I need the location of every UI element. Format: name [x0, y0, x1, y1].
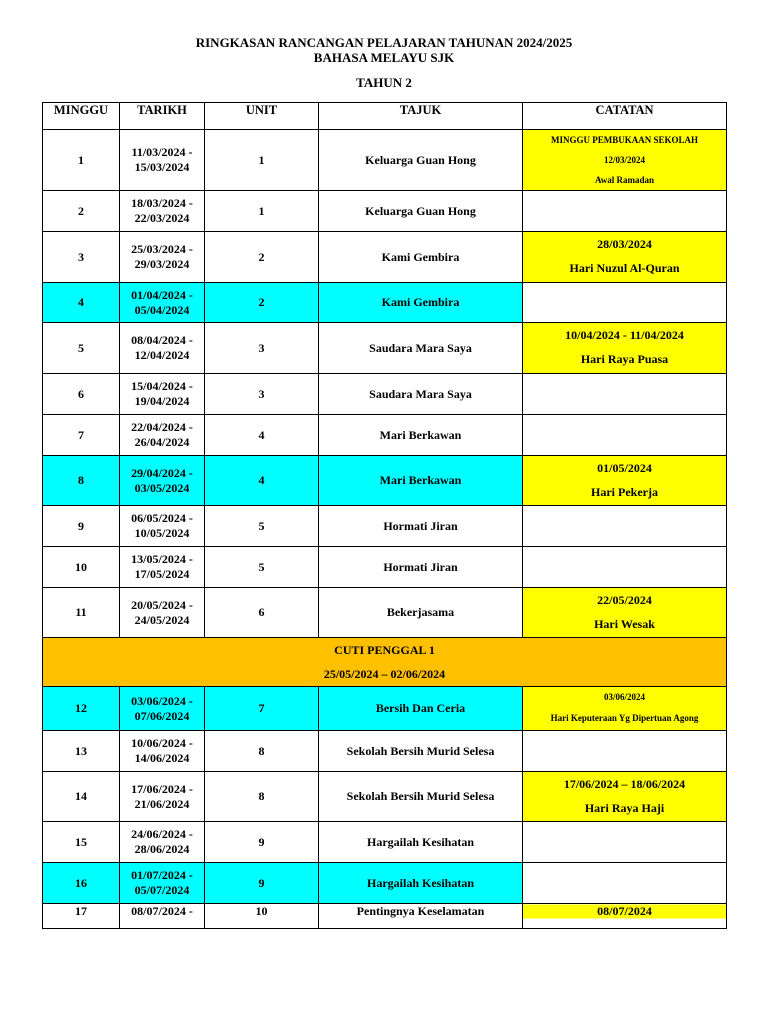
cell-tajuk: Sekolah Bersih Murid Selesa [319, 772, 523, 822]
cell-tajuk: Keluarga Guan Hong [319, 191, 523, 232]
cell-minggu: 8 [43, 456, 120, 506]
cell-catatan: 08/07/2024 [523, 904, 727, 929]
table-row [43, 456, 727, 506]
cell-catatan [523, 283, 727, 323]
cell-minggu: 15 [43, 822, 120, 863]
table-row [43, 191, 727, 232]
cell-catatan [523, 687, 727, 731]
table-row [43, 547, 727, 588]
catatan-line: 01/05/2024 [597, 461, 652, 475]
cell-tajuk: Kami Gembira [319, 232, 523, 283]
cell-unit: 10 [205, 904, 319, 929]
catatan-line: Hari Nuzul Al-Quran [569, 261, 680, 275]
header-unit: UNIT [205, 103, 319, 130]
cell-minggu: 3 [43, 232, 120, 283]
table-row [43, 687, 727, 731]
catatan-line: Hari Wesak [594, 617, 655, 631]
cell-minggu: 11 [43, 588, 120, 638]
tarikh-end: 05/07/2024 [134, 883, 190, 897]
table-row [43, 130, 727, 191]
holiday-cell [43, 638, 727, 687]
cell-catatan [523, 772, 727, 822]
table-row [43, 506, 727, 547]
cell-unit: 9 [205, 822, 319, 863]
tarikh-end: 17/05/2024 [134, 567, 190, 581]
table-row [43, 232, 727, 283]
cell-tarikh [120, 731, 205, 772]
cell-tajuk: Hormati Jiran [319, 506, 523, 547]
cell-catatan [523, 822, 727, 863]
cell-tarikh [120, 232, 205, 283]
table-header-row [43, 103, 727, 130]
catatan-line: Hari Keputeraan Yg Dipertuan Agong [550, 713, 699, 723]
cell-unit: 8 [205, 772, 319, 822]
table-row [43, 283, 727, 323]
table-row [43, 374, 727, 415]
cell-tarikh [120, 506, 205, 547]
cell-minggu: 1 [43, 130, 120, 191]
cell-tajuk: Kami Gembira [319, 283, 523, 323]
document-title: RINGKASAN RANCANGAN PELAJARAN TAHUNAN 2024/2025 [195, 35, 573, 50]
cell-unit: 6 [205, 588, 319, 638]
catatan-line: Hari Raya Haji [584, 801, 665, 815]
table-row [43, 731, 727, 772]
cell-unit: 8 [205, 731, 319, 772]
catatan-line: 17/06/2024 – 18/06/2024 [563, 777, 686, 791]
cell-tajuk: Sekolah Bersih Murid Selesa [319, 731, 523, 772]
tarikh-end: 07/06/2024 [134, 708, 190, 723]
cell-minggu: 14 [43, 772, 120, 822]
cell-tajuk: Bersih Dan Ceria [319, 687, 523, 731]
cell-catatan [523, 191, 727, 232]
cell-minggu: 9 [43, 506, 120, 547]
cell-catatan [523, 130, 727, 191]
tarikh-end: 26/04/2024 [134, 435, 190, 449]
cell-unit: 5 [205, 547, 319, 588]
cell-minggu: 13 [43, 731, 120, 772]
cell-catatan [523, 731, 727, 772]
cell-tarikh [120, 283, 205, 323]
cell-tarikh [120, 323, 205, 374]
catatan-line: 22/05/2024 [597, 593, 652, 607]
tarikh-end: 22/03/2024 [134, 211, 190, 225]
table-row [43, 323, 727, 374]
catatan-line: Hari Pekerja [591, 485, 658, 499]
tarikh-start: 13/05/2024 - [131, 552, 193, 566]
tarikh-start: 10/06/2024 - [131, 736, 193, 750]
cell-tajuk: Bekerjasama [319, 588, 523, 638]
document-subtitle: BAHASA MELAYU SJK [313, 50, 455, 65]
tarikh-start: 25/03/2024 - [131, 242, 193, 256]
tarikh-start: 20/05/2024 - [131, 597, 193, 612]
header-tajuk: TAJUK [319, 103, 523, 130]
catatan-line: MINGGU PEMBUKAAN SEKOLAH [550, 135, 698, 145]
cell-catatan [523, 232, 727, 283]
cell-catatan [523, 323, 727, 374]
table-row [43, 415, 727, 456]
tarikh-end: 10/05/2024 [134, 526, 190, 540]
cell-tarikh [120, 191, 205, 232]
tarikh-end: 03/05/2024 [134, 480, 190, 495]
cell-minggu: 16 [43, 863, 120, 904]
cell-catatan [523, 588, 727, 638]
header-tarikh: TARIKH [120, 103, 205, 130]
tarikh-start: 17/06/2024 - [131, 781, 193, 796]
tarikh-end: 12/04/2024 [134, 348, 190, 362]
holiday-row [43, 638, 727, 687]
cell-minggu: 7 [43, 415, 120, 456]
cell-minggu: 17 [43, 904, 120, 929]
catatan-line: 10/04/2024 - 11/04/2024 [565, 328, 684, 342]
tarikh-start: 18/03/2024 - [131, 196, 193, 210]
tarikh-start: 08/04/2024 - [131, 333, 193, 347]
tarikh-end: 24/05/2024 [134, 612, 190, 627]
cell-catatan [523, 506, 727, 547]
table-row [43, 588, 727, 638]
cell-unit: 3 [205, 323, 319, 374]
cell-unit: 1 [205, 191, 319, 232]
cell-tarikh [120, 863, 205, 904]
cell-unit: 5 [205, 506, 319, 547]
table-row [43, 904, 727, 929]
tarikh-end: 29/03/2024 [134, 257, 190, 271]
cell-minggu: 4 [43, 283, 120, 323]
cell-unit: 4 [205, 415, 319, 456]
cell-tajuk: Saudara Mara Saya [319, 323, 523, 374]
holiday-title: CUTI PENGGAL 1 [334, 643, 435, 657]
cell-tajuk: Keluarga Guan Hong [319, 130, 523, 191]
tarikh-start: 22/04/2024 - [131, 420, 193, 434]
cell-tarikh [120, 130, 205, 191]
tarikh-start: 11/03/2024 - [131, 145, 193, 159]
cell-tarikh [120, 687, 205, 731]
tarikh-start: 15/04/2024 - [131, 379, 193, 393]
catatan-line: 28/03/2024 [597, 237, 652, 251]
cell-tarikh [120, 456, 205, 506]
cell-tarikh [120, 588, 205, 638]
cell-tarikh: 08/07/2024 - [120, 904, 205, 929]
cell-minggu: 5 [43, 323, 120, 374]
table-row [43, 772, 727, 822]
cell-minggu: 12 [43, 687, 120, 731]
cell-unit: 3 [205, 374, 319, 415]
tarikh-start: 01/04/2024 - [131, 287, 193, 302]
cell-tajuk: Saudara Mara Saya [319, 374, 523, 415]
tarikh-end: 28/06/2024 [134, 842, 190, 856]
cell-minggu: 6 [43, 374, 120, 415]
tarikh-end: 15/03/2024 [134, 160, 190, 174]
tarikh-start: 24/06/2024 - [131, 827, 193, 841]
cell-catatan [523, 415, 727, 456]
cell-catatan [523, 456, 727, 506]
tarikh-end: 14/06/2024 [134, 751, 190, 765]
catatan-line: 03/06/2024 [603, 692, 645, 702]
cell-unit: 4 [205, 456, 319, 506]
table-row [43, 863, 727, 904]
cell-unit: 1 [205, 130, 319, 191]
cell-unit: 2 [205, 232, 319, 283]
cell-unit: 9 [205, 863, 319, 904]
cell-tajuk: Hormati Jiran [319, 547, 523, 588]
catatan-line: 12/03/2024 [603, 155, 645, 165]
header-catatan: CATATAN [523, 103, 727, 130]
cell-catatan [523, 547, 727, 588]
cell-tarikh [120, 772, 205, 822]
cell-tajuk: Hargailah Kesihatan [319, 822, 523, 863]
cell-tajuk: Pentingnya Keselamatan [319, 904, 523, 929]
cell-tarikh [120, 415, 205, 456]
tarikh-end: 19/04/2024 [134, 394, 190, 408]
catatan-line: Awal Ramadan [594, 175, 655, 185]
table-row [43, 822, 727, 863]
tarikh-start: 29/04/2024 - [131, 465, 193, 480]
document-grade: TAHUN 2 [356, 75, 412, 90]
cell-tajuk: Mari Berkawan [319, 415, 523, 456]
cell-minggu: 10 [43, 547, 120, 588]
cell-tajuk: Hargailah Kesihatan [319, 863, 523, 904]
cell-tajuk: Mari Berkawan [319, 456, 523, 506]
tarikh-end: 05/04/2024 [134, 302, 190, 317]
cell-tarikh [120, 822, 205, 863]
tarikh-start: 01/07/2024 - [131, 868, 193, 882]
tarikh-end: 21/06/2024 [134, 796, 190, 811]
lesson-plan-table [42, 102, 727, 929]
cell-tarikh [120, 547, 205, 588]
tarikh-start: 03/06/2024 - [131, 693, 193, 708]
header-minggu: MINGGU [43, 103, 120, 130]
cell-catatan [523, 863, 727, 904]
catatan-line: Hari Raya Puasa [580, 352, 669, 366]
cell-unit: 2 [205, 283, 319, 323]
cell-unit: 7 [205, 687, 319, 731]
cell-minggu: 2 [43, 191, 120, 232]
cell-tarikh [120, 374, 205, 415]
tarikh-start: 06/05/2024 - [131, 511, 193, 525]
holiday-dates: 25/05/2024 – 02/06/2024 [323, 667, 446, 681]
cell-catatan [523, 374, 727, 415]
